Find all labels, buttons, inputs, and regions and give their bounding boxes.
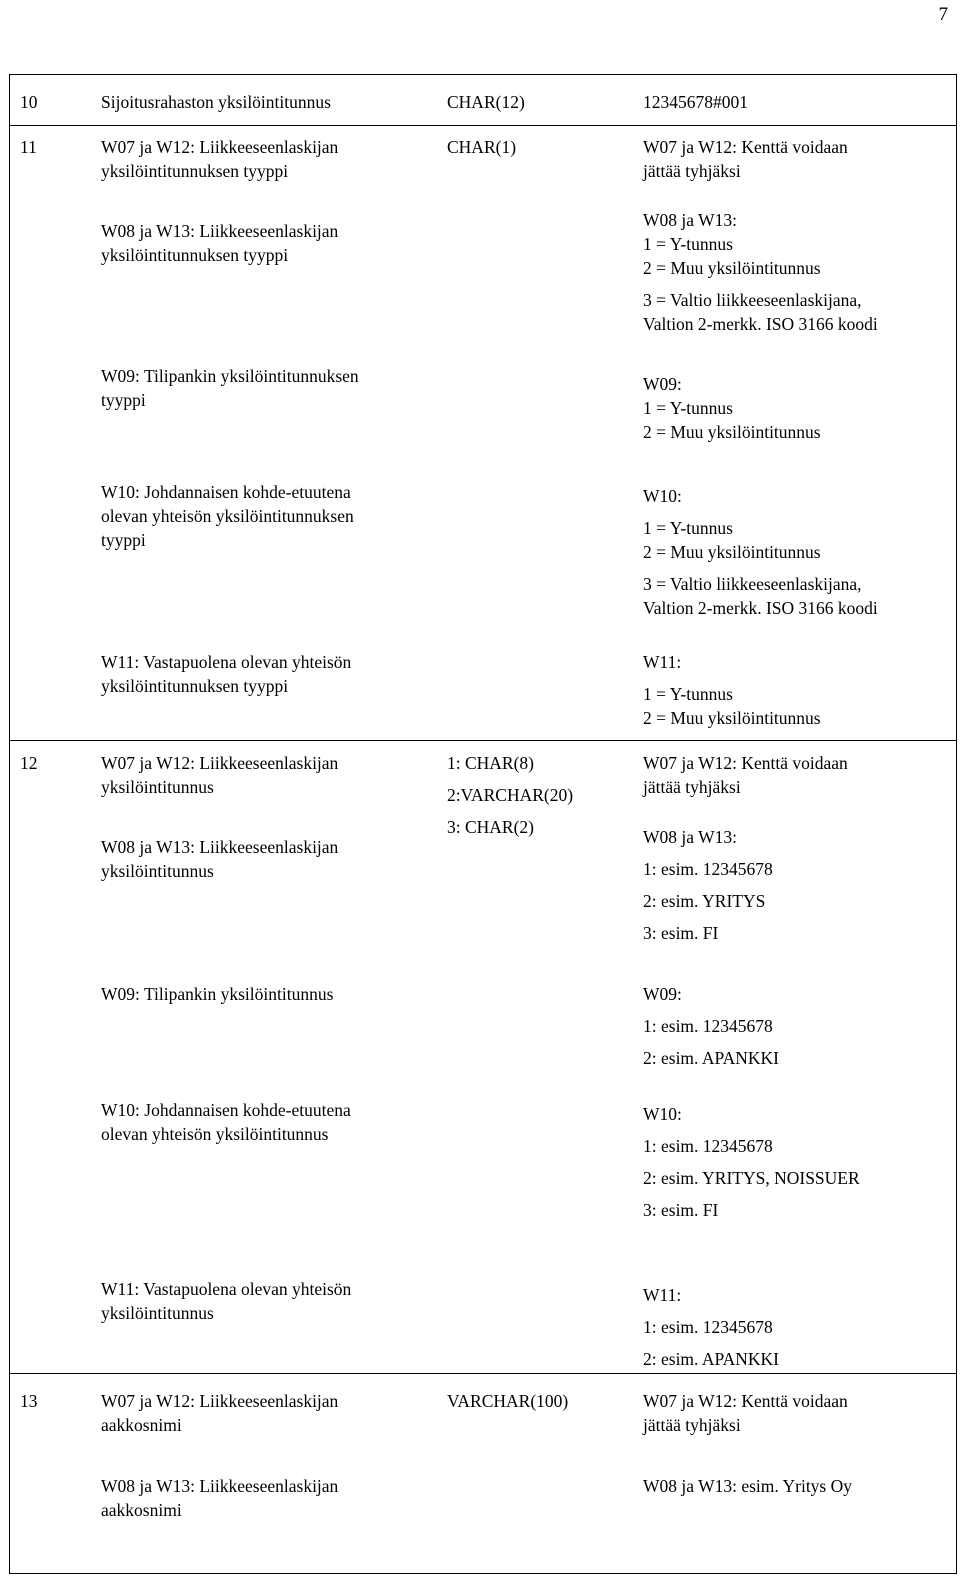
- text-line: 2 = Muu yksilöintitunnus: [643, 542, 821, 562]
- row-number: 13: [20, 1391, 38, 1411]
- field-description: [101, 982, 333, 1006]
- text-line: 3: esim. FI: [643, 1200, 719, 1220]
- text-line: W07 ja W12: Liikkeeseenlaskijan: [101, 753, 339, 773]
- text-line: W11: Vastapuolena olevan yhteisön: [101, 1279, 352, 1299]
- text-line: 2: esim. YRITYS, NOISSUER: [643, 1168, 860, 1188]
- text-line: W11:: [643, 1285, 682, 1305]
- text-line: 3 = Valtio liikkeeseenlaskijana,: [643, 574, 862, 594]
- text-line: yksilöintitunnuksen tyyppi: [101, 676, 289, 696]
- field-description: [101, 1474, 338, 1522]
- text-line: 1: CHAR(8): [447, 753, 535, 773]
- row-divider: [9, 125, 957, 126]
- row-number: 12: [20, 753, 38, 773]
- field-note: [643, 650, 821, 730]
- text-line: 2: esim. APANKKI: [643, 1048, 779, 1068]
- field-description: [101, 1098, 351, 1146]
- field-description: [101, 480, 354, 552]
- field-note: [643, 825, 773, 945]
- text-line: W10:: [643, 1104, 682, 1124]
- text-line: W09: Tilipankin yksilöintitunnuksen: [101, 366, 359, 386]
- text-line: W08 ja W13: Liikkeeseenlaskijan: [101, 1476, 339, 1496]
- text-line: 1: esim. 12345678: [643, 1317, 773, 1337]
- text-line: 3: esim. FI: [643, 923, 719, 943]
- text-line: CHAR(1): [447, 137, 517, 157]
- field-type: [447, 751, 573, 839]
- field-type: [447, 1389, 568, 1413]
- text-line: 1 = Y-tunnus: [643, 398, 733, 418]
- text-line: W10: Johdannaisen kohde-etuutena: [101, 482, 351, 502]
- field-note: [643, 751, 848, 799]
- field-type: [447, 90, 525, 114]
- page-number: 7: [938, 4, 948, 25]
- text-line: VARCHAR(100): [447, 1391, 569, 1411]
- field-description: [101, 835, 338, 883]
- text-line: W07 ja W12: Kenttä voidaan: [643, 137, 848, 157]
- text-line: W11:: [643, 652, 682, 672]
- text-line: W09:: [643, 374, 682, 394]
- text-line: 1 = Y-tunnus: [643, 518, 733, 538]
- field-note: [643, 135, 848, 183]
- text-line: W07 ja W12: Kenttä voidaan: [643, 753, 848, 773]
- field-description: [101, 650, 351, 698]
- field-note: [643, 1283, 779, 1371]
- field-description: [101, 90, 331, 114]
- field-description: [101, 135, 338, 183]
- text-line: CHAR(12): [447, 92, 525, 112]
- text-line: yksilöintitunnus: [101, 1303, 214, 1323]
- text-line: 1: esim. 12345678: [643, 1016, 773, 1036]
- text-line: aakkosnimi: [101, 1415, 182, 1435]
- text-line: 1: esim. 12345678: [643, 859, 773, 879]
- field-note: [643, 1389, 848, 1437]
- text-line: W09:: [643, 984, 682, 1004]
- text-line: yksilöintitunnuksen tyyppi: [101, 161, 289, 181]
- text-line: W08 ja W13: Liikkeeseenlaskijan: [101, 221, 339, 241]
- text-line: aakkosnimi: [101, 1500, 182, 1520]
- text-line: yksilöintitunnus: [101, 777, 214, 797]
- text-line: W07 ja W12: Kenttä voidaan: [643, 1391, 848, 1411]
- text-line: W08 ja W13: Liikkeeseenlaskijan: [101, 837, 339, 857]
- field-note: [643, 1474, 852, 1498]
- text-line: W08 ja W13:: [643, 210, 737, 230]
- text-line: yksilöintitunnus: [101, 861, 214, 881]
- text-line: 2:VARCHAR(20): [447, 785, 574, 805]
- text-line: W11: Vastapuolena olevan yhteisön: [101, 652, 352, 672]
- field-description: [101, 1389, 338, 1437]
- text-line: W10: Johdannaisen kohde-etuutena: [101, 1100, 351, 1120]
- text-line: tyyppi: [101, 390, 146, 410]
- text-line: 1: esim. 12345678: [643, 1136, 773, 1156]
- text-line: 1 = Y-tunnus: [643, 234, 733, 254]
- row-divider: [9, 740, 957, 741]
- text-line: yksilöintitunnuksen tyyppi: [101, 245, 289, 265]
- text-line: 1 = Y-tunnus: [643, 684, 733, 704]
- text-line: jättää tyhjäksi: [643, 161, 741, 181]
- text-line: jättää tyhjäksi: [643, 1415, 741, 1435]
- text-line: 2 = Muu yksilöintitunnus: [643, 258, 821, 278]
- text-line: W08 ja W13: esim. Yritys Oy: [643, 1476, 853, 1496]
- text-line: 12345678#001: [643, 92, 748, 112]
- field-note: [643, 484, 878, 620]
- text-line: Valtion 2-merkk. ISO 3166 koodi: [643, 598, 878, 618]
- text-line: 3: CHAR(2): [447, 817, 535, 837]
- text-line: 3 = Valtio liikkeeseenlaskijana,: [643, 290, 862, 310]
- text-line: Sijoitusrahaston yksilöintitunnus: [101, 92, 331, 112]
- text-line: 2: esim. YRITYS: [643, 891, 766, 911]
- text-line: olevan yhteisön yksilöintitunnus: [101, 1124, 329, 1144]
- row-number: 11: [20, 137, 37, 157]
- text-line: W07 ja W12: Liikkeeseenlaskijan: [101, 1391, 339, 1411]
- text-line: W09: Tilipankin yksilöintitunnus: [101, 984, 334, 1004]
- field-type: [447, 135, 516, 159]
- text-line: 2 = Muu yksilöintitunnus: [643, 708, 821, 728]
- text-line: 2 = Muu yksilöintitunnus: [643, 422, 821, 442]
- field-description: [101, 1277, 351, 1325]
- text-line: W08 ja W13:: [643, 827, 737, 847]
- field-description: [101, 219, 338, 267]
- row-divider: [9, 1373, 957, 1374]
- field-description: [101, 364, 359, 412]
- text-line: tyyppi: [101, 530, 146, 550]
- field-description: [101, 751, 338, 799]
- text-line: W10:: [643, 486, 682, 506]
- field-note: [643, 1102, 860, 1222]
- text-line: jättää tyhjäksi: [643, 777, 741, 797]
- row-number: 10: [20, 92, 38, 112]
- field-note: [643, 372, 821, 444]
- text-line: olevan yhteisön yksilöintitunnuksen: [101, 506, 354, 526]
- text-line: W07 ja W12: Liikkeeseenlaskijan: [101, 137, 339, 157]
- field-note: [643, 90, 748, 114]
- text-line: Valtion 2-merkk. ISO 3166 koodi: [643, 314, 878, 334]
- field-note: [643, 208, 878, 336]
- field-note: [643, 982, 779, 1070]
- text-line: 2: esim. APANKKI: [643, 1349, 779, 1369]
